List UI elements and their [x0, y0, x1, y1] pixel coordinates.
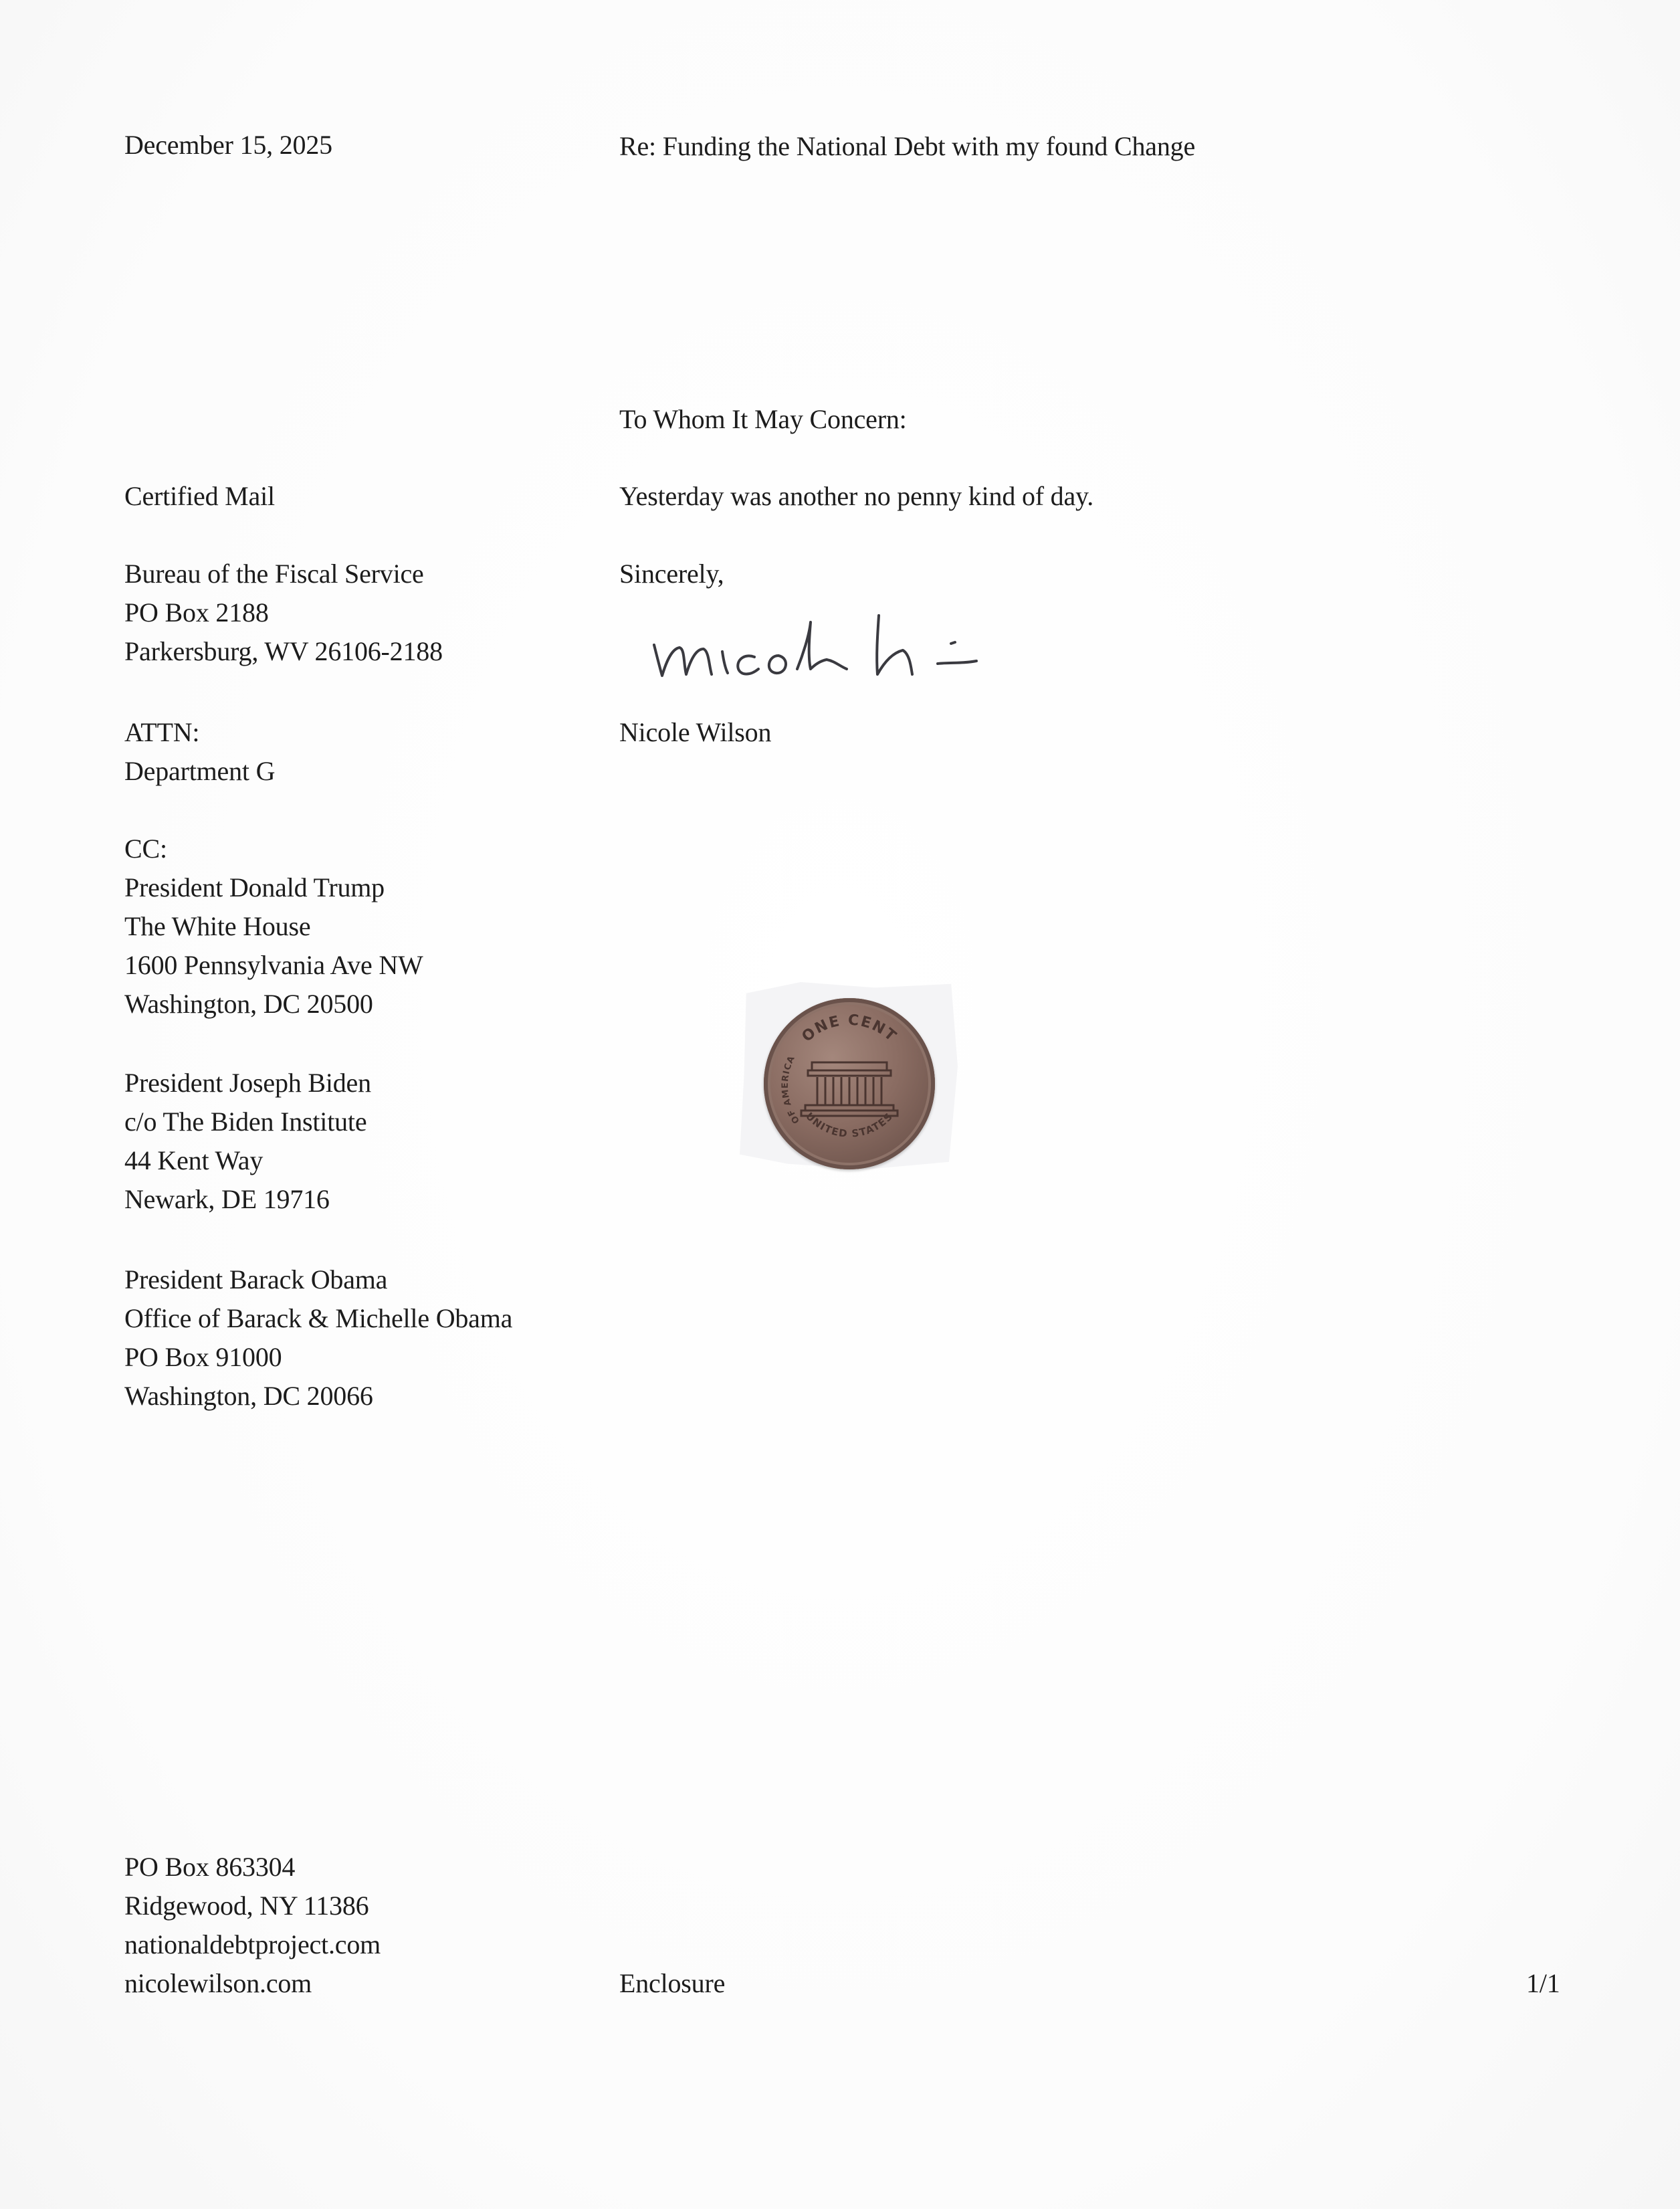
- cc-line: c/o The Biden Institute: [124, 1107, 367, 1137]
- attention-block: [124, 713, 275, 791]
- coin-inscription-top: ONE CENT: [799, 1012, 900, 1046]
- closing: Sincerely,: [619, 559, 724, 589]
- letter-body: Yesterday was another no penny kind of day.: [619, 481, 1094, 511]
- lincoln-memorial-icon: [764, 998, 935, 1169]
- penny-coin: [764, 998, 935, 1169]
- letter-subject: Re: Funding the National Debt with my found Change: [619, 131, 1195, 161]
- sender-line: nationaldebtproject.com: [124, 1929, 381, 1959]
- recipient-address: [124, 555, 443, 671]
- cc-label: CC:: [124, 834, 167, 864]
- cc-recipient-obama: [124, 1260, 512, 1416]
- svg-text:OF AMERICA: [780, 1054, 802, 1125]
- salutation: To Whom It May Concern:: [619, 404, 907, 434]
- recipient-line: PO Box 2188: [124, 597, 269, 628]
- cc-line: President Joseph Biden: [124, 1068, 371, 1098]
- cc-line: Office of Barack & Michelle Obama: [124, 1303, 513, 1333]
- enclosure-note: Enclosure: [619, 1968, 726, 1998]
- coin-inscription-bottom: UNITED STATES: [803, 1110, 896, 1140]
- cc-line: PO Box 91000: [124, 1342, 282, 1372]
- delivery-method: Certified Mail: [124, 481, 275, 511]
- svg-text:ONE CENT: [799, 1012, 900, 1046]
- recipient-line: Bureau of the Fiscal Service: [124, 559, 424, 589]
- handwritten-signature: [642, 602, 990, 702]
- sender-footer: [124, 1848, 381, 2003]
- cc-line: 1600 Pennsylvania Ave NW: [124, 950, 423, 980]
- cc-line: 44 Kent Way: [124, 1145, 264, 1175]
- page-number: 1/1: [1526, 1968, 1560, 1998]
- cc-line: The White House: [124, 911, 311, 941]
- coin-inscription-side: OF AMERICA: [780, 1054, 803, 1126]
- recipient-line: Parkersburg, WV 26106-2188: [124, 636, 443, 666]
- cc-recipient-biden: [124, 1064, 371, 1219]
- cc-block: [124, 830, 423, 1024]
- sender-line: Ridgewood, NY 11386: [124, 1891, 369, 1921]
- sender-line: nicolewilson.com: [124, 1968, 312, 1998]
- cc-line: President Barack Obama: [124, 1264, 388, 1294]
- taped-penny-enclosure: [740, 982, 958, 1169]
- letter-date: December 15, 2025: [124, 130, 332, 160]
- attention-line: ATTN:: [124, 717, 200, 747]
- cc-line: Washington, DC 20500: [124, 989, 373, 1019]
- cc-line: President Donald Trump: [124, 872, 385, 902]
- cc-line: Washington, DC 20066: [124, 1381, 373, 1411]
- attention-line: Department G: [124, 756, 276, 786]
- cc-line: Newark, DE 19716: [124, 1184, 330, 1214]
- signer-name: Nicole Wilson: [619, 717, 772, 747]
- svg-text:UNITED STATES: [803, 1110, 896, 1139]
- sender-line: PO Box 863304: [124, 1852, 296, 1882]
